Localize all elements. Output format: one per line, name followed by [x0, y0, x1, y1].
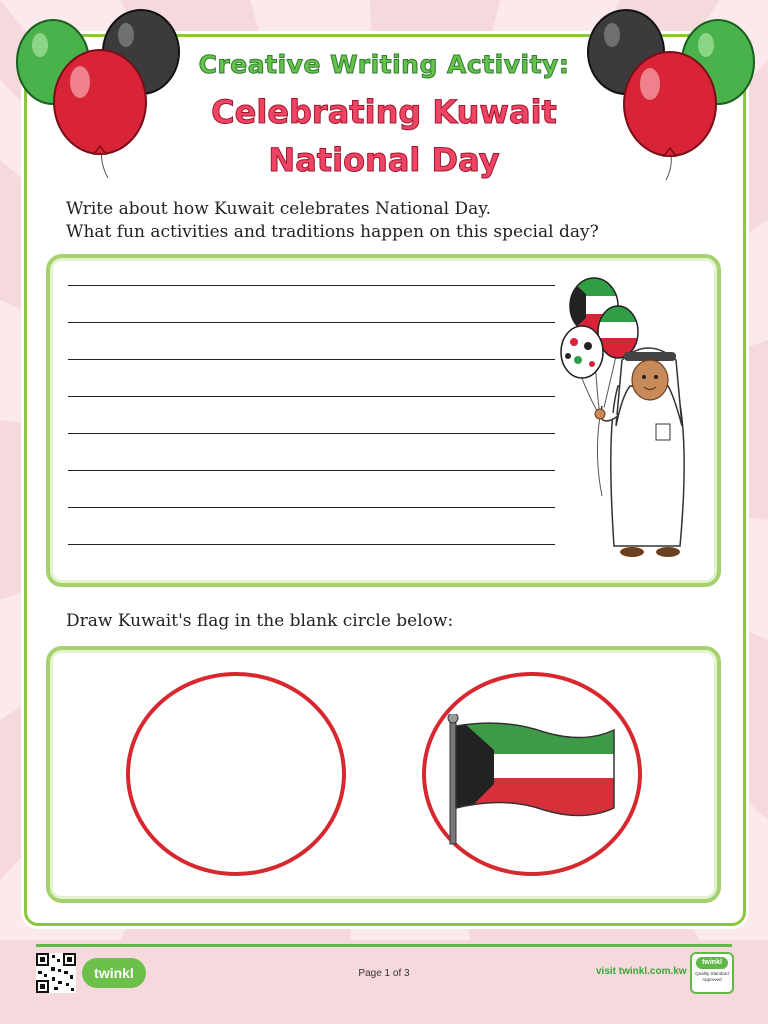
writing-line[interactable]: [68, 396, 555, 397]
website-link[interactable]: visit twinkl.com.kw: [596, 966, 687, 977]
badge-brand: twinkl: [696, 957, 728, 969]
footer-divider: [36, 944, 732, 947]
worksheet-title-line-1: Celebrating Kuwait: [211, 93, 557, 131]
writing-prompt-line-1: Write about how Kuwait celebrates National Day.: [66, 199, 491, 219]
page-number: Page 1 of 3: [358, 968, 410, 979]
writing-line[interactable]: [68, 470, 555, 471]
writing-line[interactable]: [68, 433, 555, 434]
kuwait-flag-icon: [444, 714, 620, 846]
child-with-balloons-illustration: [556, 276, 706, 568]
badge-text-line-1: Quality Standard: [695, 971, 729, 976]
worksheet-title-line-2: National Day: [268, 141, 500, 179]
writing-line[interactable]: [68, 322, 555, 323]
badge-text-line-2: Approved: [702, 977, 722, 982]
writing-line[interactable]: [68, 359, 555, 360]
blank-drawing-circle[interactable]: [126, 672, 346, 876]
worksheet-subtitle: Creative Writing Activity:: [198, 50, 570, 79]
drawing-prompt: Draw Kuwait's flag in the blank circle below:: [66, 611, 454, 631]
badge-text: [692, 971, 732, 983]
writing-line[interactable]: [68, 285, 555, 286]
writing-line[interactable]: [68, 544, 555, 545]
writing-prompt-line-2: What fun activities and traditions happen on this special day?: [66, 222, 599, 242]
twinkl-logo: twinkl: [82, 958, 146, 988]
quality-badge-icon: [690, 952, 734, 994]
writing-line[interactable]: [68, 507, 555, 508]
